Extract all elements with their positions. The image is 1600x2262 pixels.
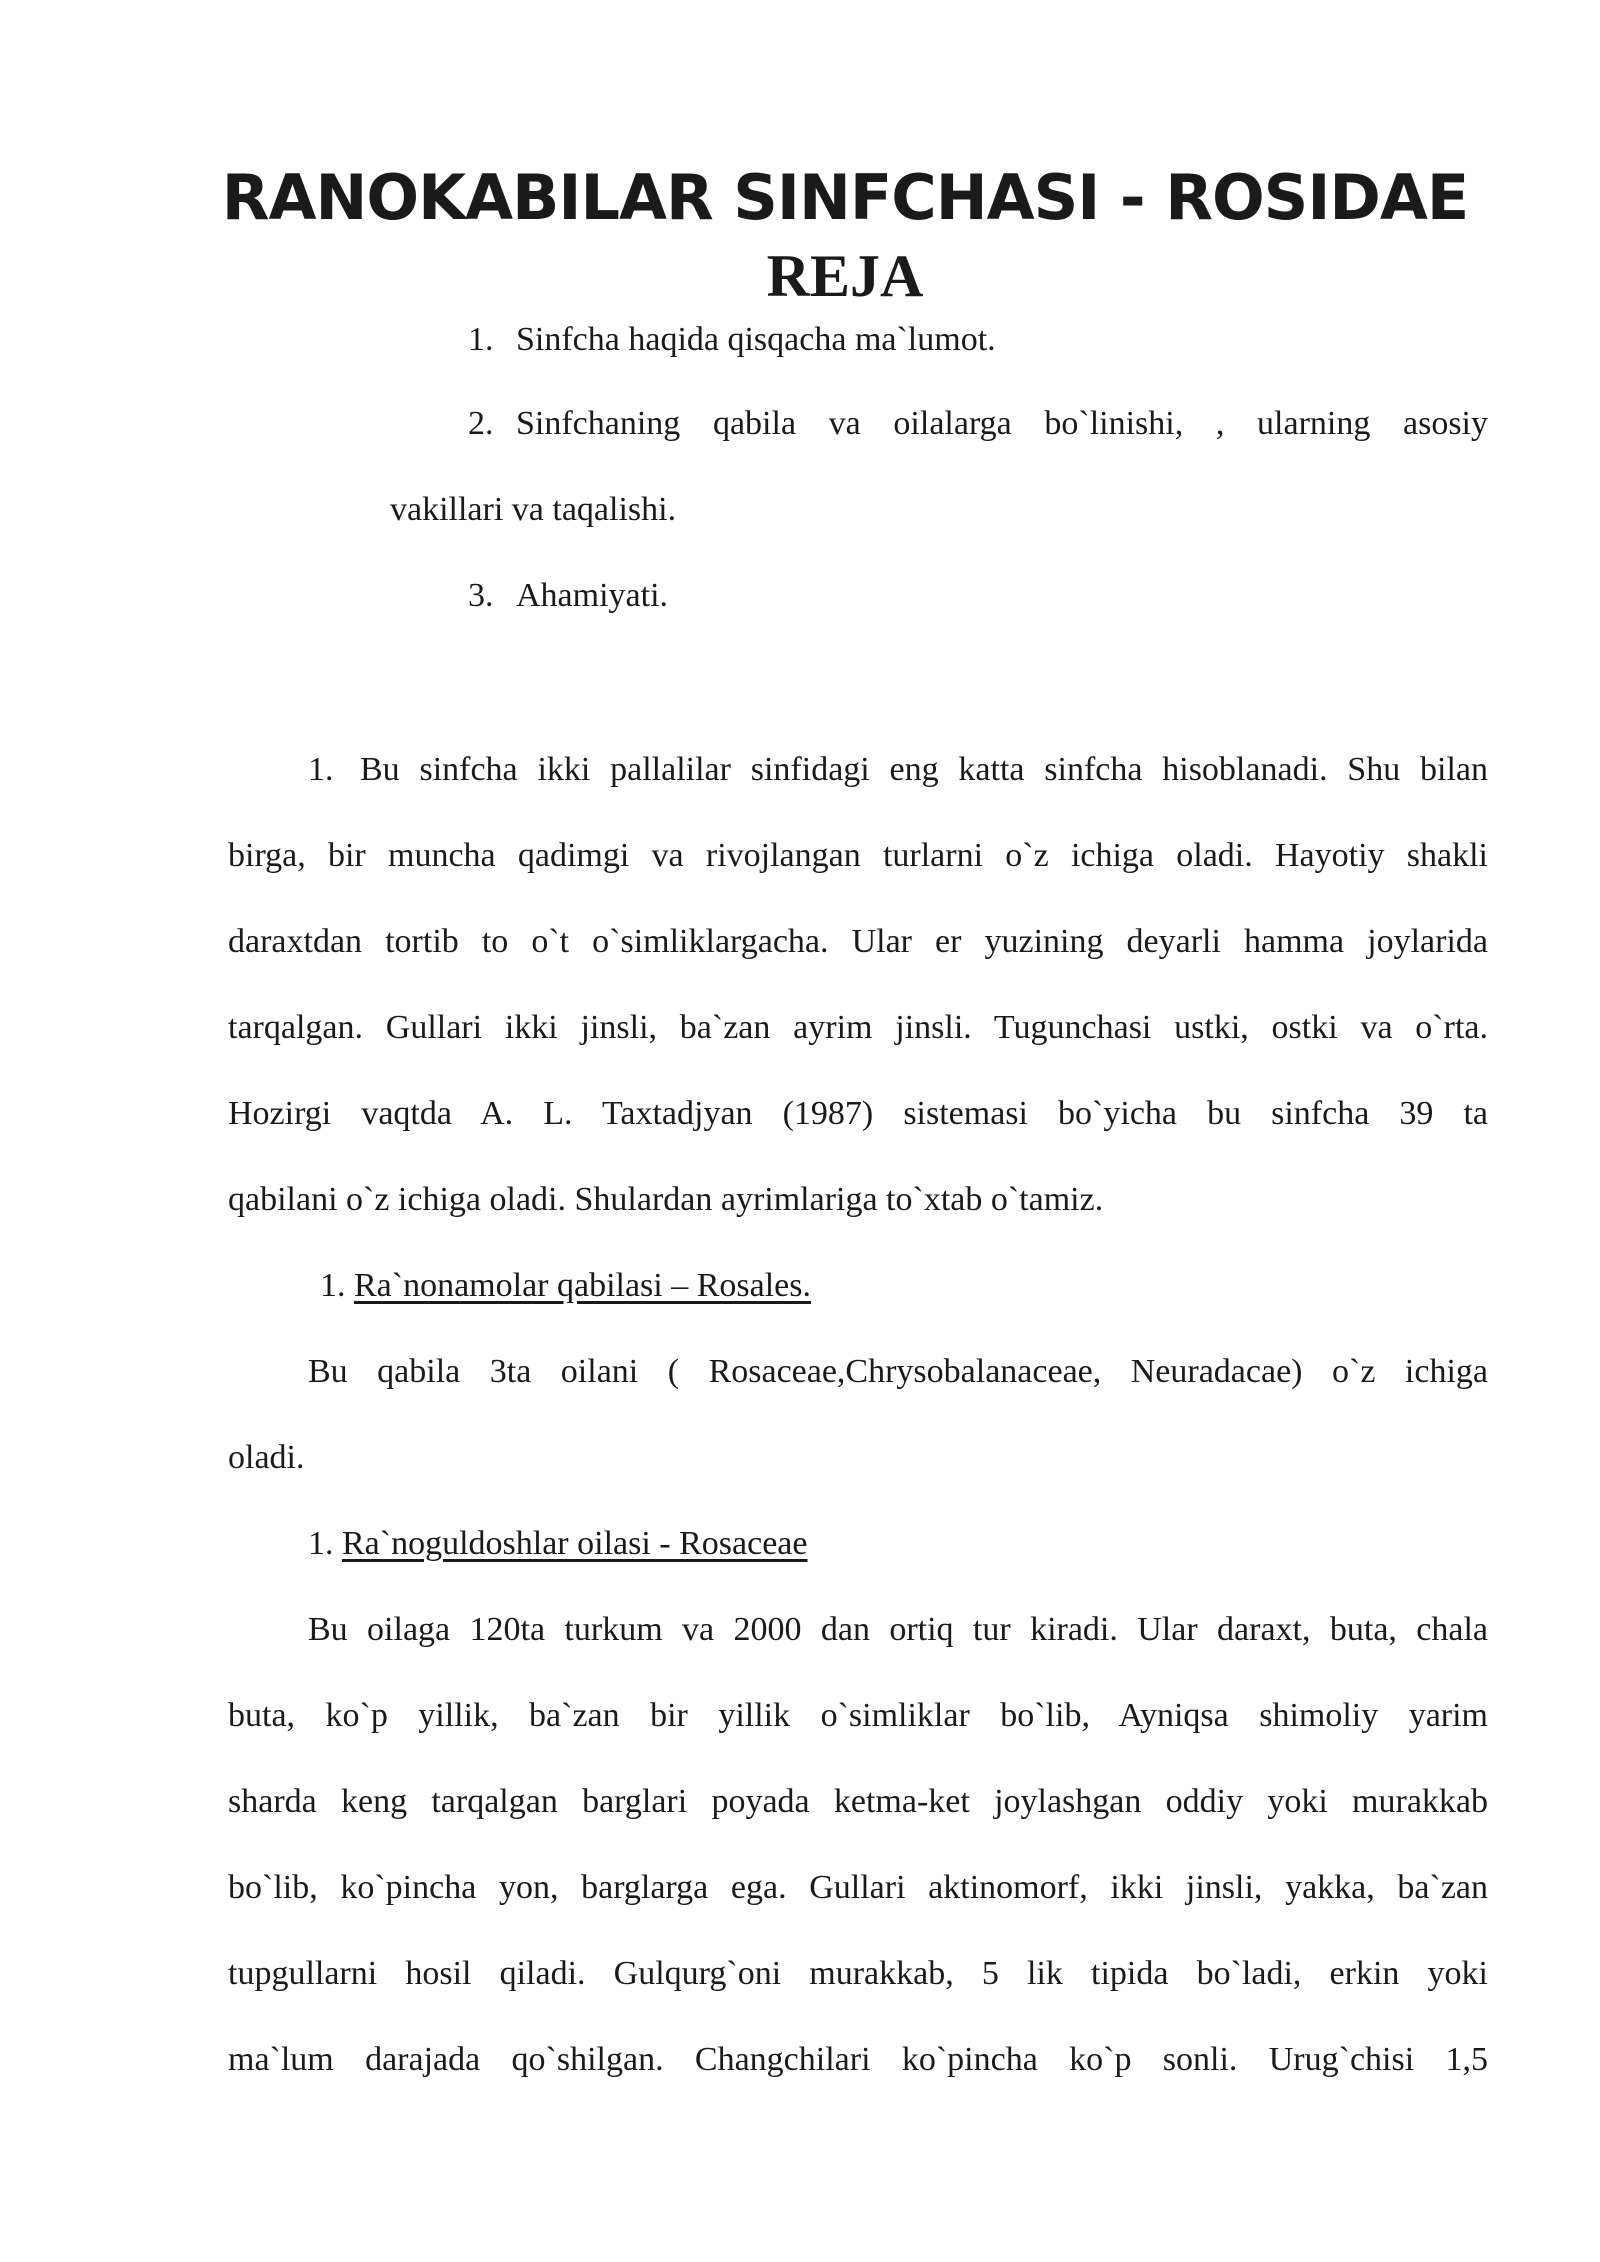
section-1-line-2: birga, bir muncha qadimgi va rivojlangan turlarni o`z ichiga oladi. Hayotiy shakli bbox=[228, 837, 1488, 874]
section-1-line-4: tarqalgan. Gullari ikki jinsli, ba`zan ayrim jinsli. Tugunchasi ustki, ostki va o`rta. bbox=[228, 1009, 1488, 1046]
family-line-4: bo`lib, ko`pincha yon, barglarga ega. Gullari aktinomorf, ikki jinsli, yakka, ba`zan bbox=[228, 1869, 1488, 1906]
family-line-6: ma`lum darajada qo`shilgan. Changchilari ko`pincha ko`p sonli. Urug`chisi 1,5 bbox=[228, 2041, 1488, 2078]
plan-item-text: Sinfcha haqida qisqacha ma`lumot. bbox=[516, 321, 996, 358]
section-1-line-3: daraxtdan tortib to o`t o`simliklargacha. Ular er yuzining deyarli hamma joylarida bbox=[228, 923, 1488, 960]
section-1-line-5: Hozirgi vaqtda A. L. Taxtadjyan (1987) sistemasi bo`yicha bu sinfcha 39 ta bbox=[228, 1095, 1488, 1132]
plan-item-2-continuation: vakillari va taqalishi. bbox=[390, 491, 677, 528]
family-line-1: Bu oilaga 120ta turkum va 2000 dan ortiq tur kiradi. Ular daraxt, buta, chala bbox=[308, 1611, 1488, 1648]
plan-item-1 bbox=[468, 318, 996, 362]
family-line-5: tupgullarni hosil qiladi. Gulqurg`oni murakkab, 5 lik tipida bo`ladi, erkin yoki bbox=[228, 1955, 1488, 1992]
plan-item-number: 2. bbox=[468, 405, 494, 442]
family-number: 1. bbox=[308, 1525, 334, 1562]
order-title: Ra`nonamolar qabilasi – Rosales. bbox=[354, 1267, 812, 1304]
order-line-2: oladi. bbox=[228, 1439, 305, 1476]
document-title: RANOKABILAR SINFCHASI - ROSIDAE bbox=[221, 161, 1469, 234]
section-number: 1. bbox=[308, 751, 334, 788]
plan-item-3 bbox=[468, 574, 668, 618]
plan-heading: REJA bbox=[766, 243, 924, 309]
plan-item-2 bbox=[468, 402, 1488, 446]
section-1-line-1 bbox=[308, 748, 1488, 792]
family-heading bbox=[308, 1522, 807, 1566]
family-title: Ra`noguldoshlar oilasi - Rosaceae bbox=[342, 1525, 808, 1562]
plan-item-number: 1. bbox=[468, 321, 494, 358]
order-heading bbox=[320, 1264, 811, 1308]
family-line-3: sharda keng tarqalgan barglari poyada ketma-ket joylashgan oddiy yoki murakkab bbox=[228, 1783, 1488, 1820]
plan-item-text: Sinfchaning qabila va oilalarga bo`linishi, , ularning asosiy bbox=[516, 405, 1488, 442]
order-number: 1. bbox=[320, 1267, 346, 1304]
plan-item-number: 3. bbox=[468, 577, 494, 614]
family-line-2: buta, ko`p yillik, ba`zan bir yillik o`simliklar bo`lib, Ayniqsa shimoliy yarim bbox=[228, 1697, 1488, 1734]
order-line-1: Bu qabila 3ta oilani ( Rosaceae,Chrysobalanaceae, Neuradacae) o`z ichiga bbox=[308, 1353, 1488, 1390]
section-1-line-6: qabilani o`z ichiga oladi. Shulardan ayrimlariga to`xtab o`tamiz. bbox=[228, 1181, 1104, 1218]
plan-item-text: Ahamiyati. bbox=[516, 577, 669, 614]
paragraph-text: Bu sinfcha ikki pallalilar sinfidagi eng katta sinfcha hisoblanadi. Shu bilan bbox=[360, 751, 1488, 788]
